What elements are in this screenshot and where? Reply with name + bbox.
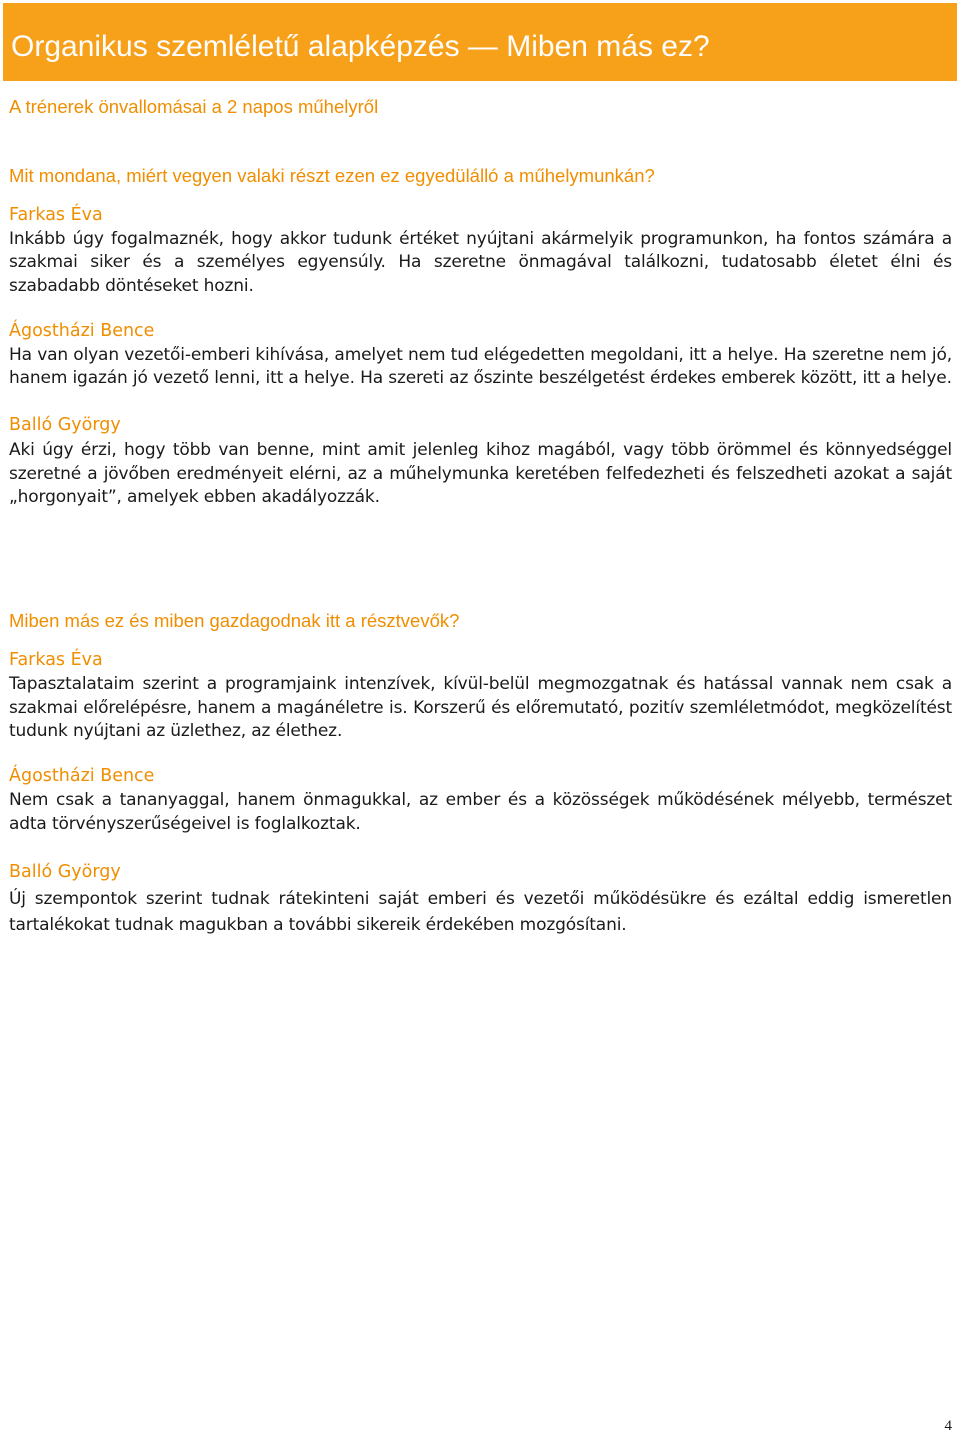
trainer-statement: Ha van olyan vezetői-emberi kihívása, amelyet nem tud elégedetten megoldani, itt a helye. Ha szeretne nem jó, hanem igazán jó vezető lenni, itt a helye. Ha szereti az őszinte beszélgetést érdekes emberek között, itt a helye. — [9, 344, 952, 389]
trainer-name: Farkas Éva — [9, 650, 103, 671]
page-title: Organikus szemléletű alapképzés — Miben más ez? — [11, 30, 710, 63]
trainer-statement: Tapasztalataim szerint a programjaink intenzívek, kívül-belül megmozgatnak és hatással vannak nem csak a szakmai előrelépésre, hanem a magánéletre is. Korszerű és előremutató, pozitív szemléletmódot, megközelítést tudunk nyújtani az üzlethez, az élethez. — [9, 674, 952, 741]
trainer-name: Ágostházi Bence — [9, 320, 155, 341]
document-content — [9, 95, 952, 938]
trainer-name: Ágostházi Bence — [9, 766, 155, 787]
trainer-name: Farkas Éva — [9, 205, 103, 225]
trainer-statement: Inkább úgy fogalmaznék, hogy akkor tudunk értéket nyújtani akármelyik programunkon, ha fontos számára a szakmai siker és a személyes egyensúly. Ha szeretne önmagával találkozni, tudatosabb életet élni és szabadabb döntéseket hozni. — [9, 229, 952, 296]
trainer-statement: Aki úgy érzi, hogy több van benne, mint amit jelenleg kihoz magából, vagy több örömmel és könnyedséggel szeretné a jövőben eredményeit elérni, az a műhelymunka keretében felfedezheti és felszedheti azokat a saját „horgonyait”, amelyek ebben akadályozzák. — [9, 440, 952, 508]
page-number: 4 — [944, 1418, 952, 1434]
trainer-name: Balló György — [9, 415, 121, 436]
section-question: Mit mondana, miért vegyen valaki részt ezen ez egyedülálló a műhelymunkán? — [9, 165, 655, 186]
subtitle: A trénerek önvallomásai a 2 napos műhelyről — [9, 96, 379, 117]
trainer-statement: Nem csak a tananyaggal, hanem önmagukkal, az ember és a közösségek működésének mélyebb, természet adta törvényszerűségeivel is foglalkoztak. — [9, 790, 952, 834]
trainer-name: Balló György — [9, 861, 121, 882]
trainer-statement: Új szempontok szerint tudnak rátekinteni saját emberi és vezetői működésükre és ezáltal eddig ismeretlen tartalékokat tudnak magukban a további sikereik érdekében mozgósítani. — [9, 888, 952, 935]
section-question: Miben más ez és miben gazdagodnak itt a résztvevők? — [9, 610, 460, 632]
header-bar — [3, 3, 957, 81]
